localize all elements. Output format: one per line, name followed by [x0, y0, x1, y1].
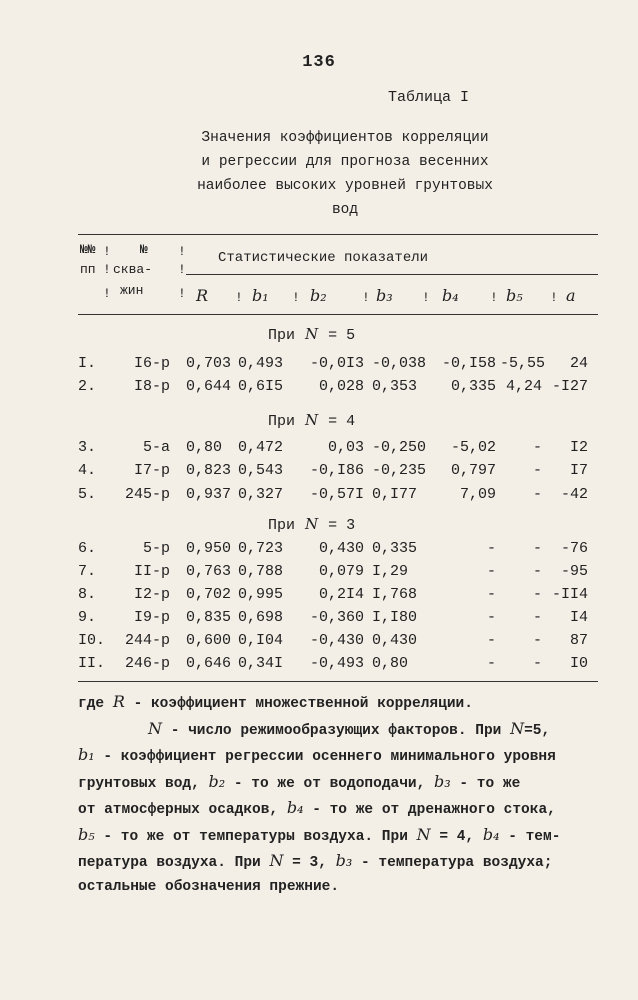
- cell-a: I7: [569, 462, 588, 479]
- table-bottom-rule: [78, 681, 598, 682]
- cell-b5: -: [532, 586, 542, 603]
- header-separator: !: [490, 290, 498, 305]
- cell-b3: I,29: [372, 563, 409, 580]
- cell-b5: -: [532, 563, 542, 580]
- note-text: = 4,: [439, 828, 475, 845]
- cell-b3: 0,80: [372, 655, 409, 672]
- cell-well: I9-р: [133, 609, 170, 626]
- cell-b1: 0,34I: [238, 655, 284, 672]
- cell-b2: 0,028: [318, 378, 364, 395]
- condition-label: При: [268, 327, 296, 344]
- table-label: Таблица I: [388, 89, 470, 106]
- header-param-b3: b₃: [376, 286, 393, 305]
- note-text: - то же от водоподачи,: [233, 775, 426, 792]
- cell-index: 5.: [78, 486, 97, 503]
- page-number: 136: [302, 53, 336, 72]
- group-condition: [268, 411, 355, 430]
- condition-symbol: N: [305, 325, 319, 343]
- cell-b3: -0,038: [372, 355, 427, 372]
- note-symbol: N: [148, 718, 162, 738]
- cell-a: 87: [569, 632, 588, 649]
- cell-index: 3.: [78, 439, 97, 456]
- condition-label: При: [268, 517, 296, 534]
- cell-a: -76: [560, 540, 588, 557]
- table-row: [0, 439, 638, 462]
- cell-b2: -0,360: [309, 609, 364, 626]
- cell-index: 7.: [78, 563, 97, 580]
- header-well-symbol: №: [140, 242, 148, 257]
- cell-r: 0,80: [186, 439, 223, 456]
- note-symbol: b₅: [78, 824, 95, 844]
- cell-well: 5-р: [142, 540, 170, 557]
- cell-b3: I,I80: [372, 609, 418, 626]
- cell-b3: 0,353: [372, 378, 418, 395]
- table-row: [0, 355, 638, 378]
- note-symbol: N: [269, 851, 284, 870]
- note-symbol: b₃: [434, 771, 451, 791]
- note-symbol: b₄: [482, 824, 500, 844]
- note-line: [78, 849, 618, 876]
- note-text: - число режимообразующих факторов. При: [170, 722, 502, 739]
- cell-b1: 0,472: [238, 439, 284, 456]
- cell-index: II.: [78, 655, 106, 672]
- cell-well: I7-р: [133, 462, 170, 479]
- cell-b4: -: [486, 586, 496, 603]
- note-text: - то же: [459, 775, 521, 792]
- cell-b2: 0,079: [318, 563, 364, 580]
- note-text: - тем-: [508, 828, 561, 845]
- condition-label: При: [268, 413, 296, 430]
- condition-value: = 4: [328, 413, 356, 430]
- cell-b2: 0,2I4: [318, 586, 364, 603]
- header-param-a: a: [566, 286, 576, 305]
- cell-b2: -0,57I: [309, 486, 364, 503]
- note-text: - температура воздуха;: [361, 855, 553, 871]
- cell-b5: -: [532, 632, 542, 649]
- cell-b5: -: [532, 439, 542, 456]
- note-text: - то же от дренажного стока,: [312, 802, 556, 818]
- cell-b1: 0,493: [238, 355, 284, 372]
- note-line: [78, 717, 618, 744]
- cell-well: 5-а: [142, 439, 170, 456]
- cell-a: -95: [560, 563, 588, 580]
- header-param-r: R: [196, 286, 209, 305]
- cell-r: 0,600: [186, 632, 232, 649]
- condition-symbol: N: [305, 411, 319, 429]
- cell-r: 0,823: [186, 462, 232, 479]
- table-row: [0, 378, 638, 401]
- header-stats-label: Статистические показатели: [218, 250, 429, 266]
- cell-b2: -0,I86: [309, 462, 364, 479]
- cell-r: 0,703: [186, 355, 232, 372]
- cell-index: 8.: [78, 586, 97, 603]
- cell-b4: 7,09: [459, 486, 496, 503]
- header-no-symbol: №№: [80, 242, 96, 257]
- cell-well: 246-р: [124, 655, 170, 672]
- cell-index: I0.: [78, 632, 106, 649]
- table-row: [0, 655, 638, 678]
- cell-b4: -5,02: [450, 439, 496, 456]
- cell-index: 6.: [78, 540, 97, 557]
- cell-index: 9.: [78, 609, 97, 626]
- note-line: [78, 743, 618, 770]
- cell-a: I2: [569, 439, 588, 456]
- cell-b5: -: [532, 655, 542, 672]
- title-line: наиболее высоких уровней грунтовых: [197, 178, 493, 194]
- header-well-line1: сква-: [113, 262, 153, 277]
- cell-a: 24: [569, 355, 588, 372]
- cell-b1: 0,543: [238, 462, 284, 479]
- group-condition: [268, 325, 355, 344]
- header-separator: !: [422, 290, 430, 305]
- cell-a: -I27: [551, 378, 588, 395]
- note-text: пература воздуха. При: [78, 855, 261, 871]
- cell-b5: -: [532, 486, 542, 503]
- cell-a: -42: [560, 486, 588, 503]
- note-text: где: [78, 696, 105, 712]
- table-row: [0, 586, 638, 609]
- cell-b4: -: [486, 540, 496, 557]
- cell-b5: -: [532, 462, 542, 479]
- note-text: от атмосферных осадков,: [78, 802, 279, 818]
- cell-r: 0,644: [186, 378, 232, 395]
- cell-b4: -: [486, 632, 496, 649]
- cell-b4: -0,I58: [441, 355, 496, 372]
- cell-b3: -0,250: [372, 439, 427, 456]
- cell-b5: -: [532, 540, 542, 557]
- cell-b1: 0,6I5: [238, 378, 284, 395]
- cell-r: 0,835: [186, 609, 232, 626]
- note-symbol: b₁: [78, 745, 95, 764]
- cell-well: I6-р: [133, 355, 170, 372]
- cell-r: 0,950: [186, 540, 232, 557]
- title-line: Значения коэффициентов корреляции: [201, 130, 489, 146]
- table-top-rule: [78, 234, 598, 235]
- cell-b3: 0,335: [372, 540, 418, 557]
- header-separator: !: [362, 290, 370, 305]
- note-symbol: N: [416, 824, 431, 844]
- header-pp: пп: [80, 262, 96, 277]
- note-text: остальные обозначения прежние.: [78, 878, 340, 895]
- cell-b5: -5,55: [500, 355, 546, 372]
- cell-b1: 0,995: [238, 586, 284, 603]
- note-symbol: N: [510, 718, 525, 738]
- cell-b4: 0,797: [450, 462, 496, 479]
- cell-b5: -: [532, 609, 542, 626]
- table-row: [0, 486, 638, 509]
- cell-b4: -: [486, 609, 496, 626]
- cell-r: 0,702: [186, 586, 232, 603]
- header-param-b2: b₂: [310, 286, 327, 305]
- header-separator: !: [178, 262, 186, 277]
- table-row: [0, 609, 638, 632]
- header-param-b1: b₁: [252, 286, 269, 305]
- note-text: грунтовых вод,: [78, 775, 200, 792]
- group-condition: [268, 515, 355, 534]
- note-line: [78, 876, 618, 900]
- table-row: [0, 563, 638, 586]
- footnotes: [78, 690, 618, 899]
- header-separator: !: [178, 286, 186, 301]
- title-line: вод: [331, 202, 359, 218]
- cell-b1: 0,788: [238, 563, 284, 580]
- cell-r: 0,937: [186, 486, 232, 503]
- header-param-b5: b₅: [506, 286, 523, 305]
- cell-r: 0,763: [186, 563, 232, 580]
- cell-b1: 0,327: [238, 486, 284, 503]
- title-line: и регрессии для прогноза весенних: [201, 154, 489, 170]
- header-well-line2: жин: [120, 283, 144, 298]
- cell-a: I4: [569, 609, 588, 626]
- condition-value: = 3: [328, 517, 356, 534]
- table-row: [0, 540, 638, 563]
- note-line: [78, 690, 618, 717]
- table-title: [130, 126, 560, 222]
- header-param-b4: b₄: [442, 286, 459, 305]
- note-line: [78, 770, 618, 797]
- cell-b2: 0,430: [318, 540, 364, 557]
- cell-well: I8-р: [133, 378, 170, 395]
- condition-symbol: N: [305, 515, 319, 533]
- table-row: [0, 462, 638, 485]
- header-bottom-rule: [78, 314, 598, 315]
- note-text: - коэффициент множественной корреляции.: [133, 696, 473, 712]
- cell-well: 244-р: [124, 632, 170, 649]
- cell-a: I0: [569, 655, 588, 672]
- cell-b3: I,768: [372, 586, 418, 603]
- cell-well: I2-р: [133, 586, 170, 603]
- note-text: = 3,: [292, 855, 327, 871]
- header-separator: !: [235, 290, 243, 305]
- note-text: - то же от температуры воздуха. При: [103, 828, 408, 845]
- cell-index: I.: [78, 355, 97, 372]
- cell-b1: 0,723: [238, 540, 284, 557]
- header-mid-rule: [186, 274, 598, 275]
- cell-r: 0,646: [186, 655, 232, 672]
- cell-b2: 0,03: [327, 439, 364, 456]
- table-row: [0, 632, 638, 655]
- note-symbol: R: [112, 692, 125, 711]
- cell-b2: -0,0I3: [309, 355, 364, 372]
- cell-b2: -0,430: [309, 632, 364, 649]
- header-separator: !: [550, 290, 558, 305]
- header-separator: !: [103, 244, 111, 259]
- note-symbol: b₃: [335, 851, 353, 870]
- cell-b3: 0,430: [372, 632, 418, 649]
- cell-b2: -0,493: [309, 655, 364, 672]
- note-line: [78, 796, 618, 823]
- note-line: [78, 823, 618, 850]
- cell-index: 2.: [78, 378, 97, 395]
- note-text: =5,: [524, 722, 551, 739]
- cell-b1: 0,698: [238, 609, 284, 626]
- cell-b4: 0,335: [450, 378, 496, 395]
- note-symbol: b₄: [286, 798, 304, 817]
- cell-b3: 0,I77: [372, 486, 418, 503]
- cell-well: 245-р: [124, 486, 170, 503]
- note-symbol: b₂: [208, 771, 226, 791]
- header-separator: !: [178, 244, 186, 259]
- cell-b3: -0,235: [372, 462, 427, 479]
- note-text: - коэффициент регрессии осеннего минимального уровня: [103, 749, 556, 765]
- condition-value: = 5: [328, 327, 356, 344]
- cell-well: II-р: [133, 563, 170, 580]
- cell-index: 4.: [78, 462, 97, 479]
- cell-b4: -: [486, 563, 496, 580]
- header-separator: !: [292, 290, 300, 305]
- cell-a: -II4: [551, 586, 588, 603]
- header-separator: !: [103, 262, 111, 277]
- cell-b4: -: [486, 655, 496, 672]
- cell-b5: 4,24: [505, 378, 542, 395]
- header-separator: !: [103, 286, 111, 301]
- cell-b1: 0,I04: [238, 632, 284, 649]
